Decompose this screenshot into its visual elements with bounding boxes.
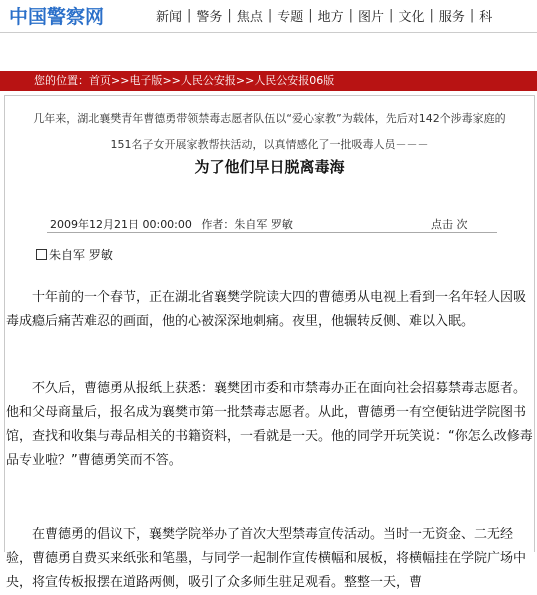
article-paragraph: 十年前的一个春节，正在湖北省襄樊学院读大四的曹德勇从电视上看到一名年轻人因吸毒成瘾后痛苦难忍的画面，他的心被深深地刺痛。夜里，他辗转反侧、难以入眠。 xyxy=(6,290,527,329)
breadcrumb-newspaper[interactable]: 人民公安报 xyxy=(180,74,236,87)
nav-separator: | xyxy=(267,7,273,23)
breadcrumb-home[interactable]: 首页 xyxy=(89,74,111,87)
nav-separator: | xyxy=(469,7,475,23)
article-container xyxy=(4,95,535,590)
nav-item-news[interactable]: 新闻 xyxy=(156,9,183,25)
nav-item-police[interactable]: 警务 xyxy=(196,9,223,25)
nav-item-local[interactable]: 地方 xyxy=(317,9,344,25)
header-divider xyxy=(0,32,537,33)
byline: 作者：朱自军 罗敏 xyxy=(201,218,293,231)
nav-item-images[interactable]: 图片 xyxy=(358,9,385,25)
nav-separator: | xyxy=(348,7,354,23)
box-glyph-icon xyxy=(36,249,47,260)
site-logo[interactable]: 中国警察网 xyxy=(9,6,105,28)
nav-separator: | xyxy=(187,7,192,23)
nav-separator: | xyxy=(429,7,434,23)
nav-item-service[interactable]: 服务 xyxy=(438,9,465,25)
lead-line: 几年来，湖北襄樊青年曹德勇带领禁毒志愿者队伍以“爱心家教”为载体，先后对142个涉毒家庭的 xyxy=(33,112,506,125)
nav-item-culture[interactable]: 文化 xyxy=(398,9,425,25)
breadcrumb-separator: >> xyxy=(235,74,255,87)
breadcrumb-separator: >> xyxy=(111,74,130,87)
meta-divider xyxy=(47,232,497,233)
article-paragraph: 在曹德勇的倡议下，襄樊学院举办了首次大型禁毒宣传活动。当时一无资金、二无经验，曹德勇自费买来纸张和笔墨，与同学一起制作宣传横幅和展板，将横幅挂在学院广场中央，将宣传板报摆在道路两侧，吸引了众多师生驻足观看。整整一天，曹 xyxy=(6,527,527,590)
nav-separator: | xyxy=(389,7,394,23)
breadcrumb-page[interactable]: 人民公安报06版 xyxy=(254,74,335,87)
nav-item-topics[interactable]: 专题 xyxy=(277,9,304,25)
nav-separator: | xyxy=(227,7,232,23)
article-title: 为了他们早日脱离毒海 xyxy=(194,158,345,176)
article-paragraph: 不久后，曹德勇从报纸上获悉：襄樊团市委和市禁毒办正在面向社会招募禁毒志愿者。他和父母商量后，报名成为襄樊市第一批禁毒志愿者。从此，曹德勇一有空便钻进学院图书馆，查找和收集与毒品相关的书籍资料，一看就是一天。他的同学开玩笑说：“你怎么改修毒品专业啦？”曹德勇笑而不答。 xyxy=(6,381,533,468)
site-header xyxy=(0,0,537,32)
article-meta xyxy=(50,216,490,232)
breadcrumb-epaper[interactable]: 电子版 xyxy=(129,74,163,87)
breadcrumb xyxy=(0,71,537,91)
lead-line: 151名子女开展家教帮扶活动，以真情感化了一批吸毒人员－－－ xyxy=(110,138,429,151)
main-nav xyxy=(153,5,495,25)
article-lead xyxy=(5,106,534,158)
nav-separator: | xyxy=(308,7,313,23)
author-line xyxy=(36,246,113,263)
author-names: 朱自军 罗敏 xyxy=(49,248,113,262)
nav-item-focus[interactable]: 焦点 xyxy=(236,9,263,25)
breadcrumb-separator: >> xyxy=(162,74,181,87)
nav-item-science[interactable]: 科 xyxy=(479,9,493,25)
breadcrumb-prefix: 您的位置： xyxy=(34,74,89,87)
click-count: 点击 次 xyxy=(431,218,468,231)
publish-date: 2009年12月21日 00:00:00 xyxy=(50,218,192,231)
